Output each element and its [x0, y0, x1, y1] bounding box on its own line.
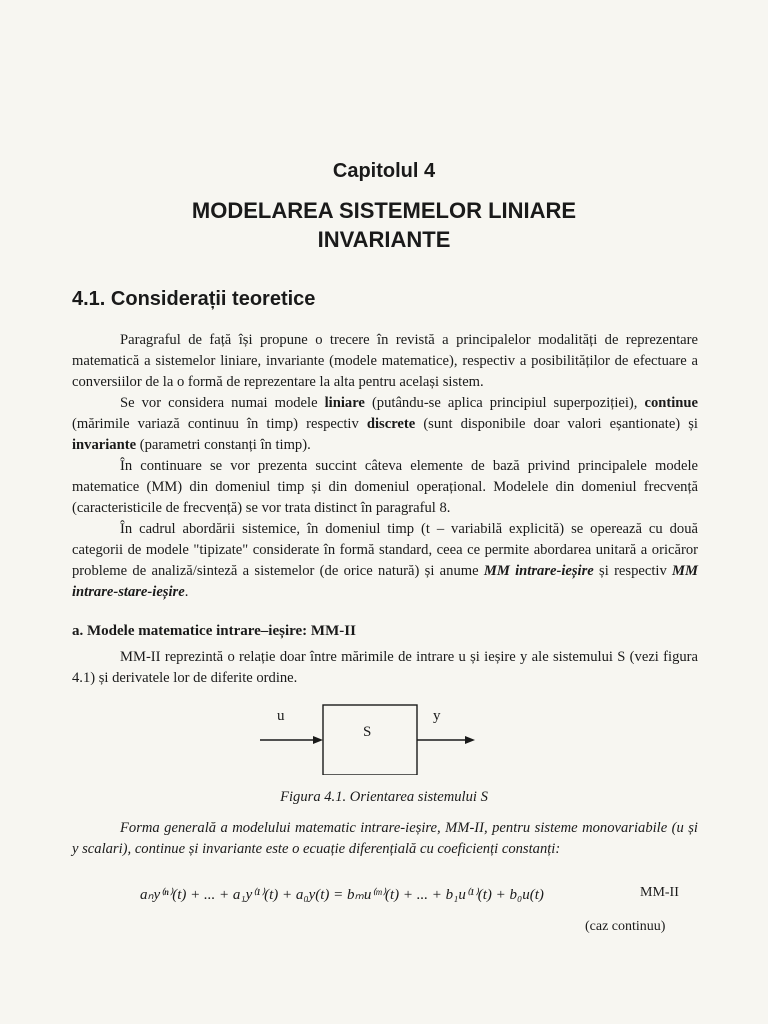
paragraph-2: Se vor considera numai modele liniare (putându-se aplica principiul superpoziției), continue (mărimile variază continuu în timp) respectiv discrete (sunt disponibile doar valori eșantionate) și invariante (parametri constanți în timp).	[72, 395, 699, 453]
input-label: u	[277, 708, 285, 724]
figure-caption: Figura 4.1. Orientarea sistemului S	[280, 789, 488, 805]
output-arrowhead	[465, 736, 475, 744]
subsection-title: a. Modele matematice intrare–ieșire: MM-II	[72, 623, 356, 639]
system-diagram	[255, 700, 485, 775]
paragraph-6: Forma generală a modelului matematic intrare-ieșire, MM-II, pentru sisteme monovariabile (u și y scalari), continue și invariante este o ecuație diferențială cu coeficienți constanți:	[72, 820, 698, 857]
section-body	[72, 330, 698, 603]
system-block	[323, 705, 417, 775]
subsection-body	[72, 647, 698, 689]
paragraph-1: Paragraful de față își propune o trecere în revistă a principalelor modalități de reprezentare matematică a sistemelor liniare, invariante (modele matematice), respectiv a posibilităților de efectuare a conversiilor de la o formă de reprezentare la alta pentru același sistem.	[72, 332, 698, 390]
chapter-label: Capitolul 4	[332, 160, 436, 182]
chapter-title	[0, 196, 768, 254]
model-intro	[72, 818, 698, 860]
output-label: y	[433, 708, 441, 724]
block-label: S	[363, 724, 372, 740]
paragraph-3: În continuare se vor prezenta succint câteva elemente de bază privind principalele modele matematice (MM) din domeniul timp și din domeniul operațional. Modelele din domeniul frecvență (caracteristicile de frecvență) se vor trata distinct în paragraful 8.	[72, 458, 698, 516]
equation-label: MM-II	[640, 885, 679, 900]
input-arrowhead	[313, 736, 323, 744]
equation: aₙy⁽ⁿ⁾(t) + ... + a₁y⁽¹⁾(t) + a₀y(t) = bₘu⁽ᵐ⁾(t) + ... + b₁u⁽¹⁾(t) + b₀u(t)	[140, 887, 544, 903]
chapter-title-line1: MODELAREA SISTEMELOR LINIARE	[191, 198, 577, 223]
section-title: 4.1. Considerații teoretice	[72, 288, 316, 310]
chapter-title-line2: INVARIANTE	[317, 227, 451, 252]
paragraph-4: În cadrul abordării sistemice, în domeniul timp (t – variabilă explicită) se operează cu două categorii de modele "tipizate" considerate în formă standard, ceea ce permite abordarea unitară a oricăror probleme de analiză/sinteză a sistemelor (de orice natură) și anume MM intrare-ieșire și respectiv MM intrare-stare-ieșire.	[72, 521, 698, 600]
equation-note: (caz continuu)	[585, 919, 666, 934]
paragraph-5: MM-II reprezintă o relație doar între mărimile de intrare u și ieșire y ale sistemului S (vezi figura 4.1) și derivatele lor de diferite ordine.	[72, 649, 698, 686]
